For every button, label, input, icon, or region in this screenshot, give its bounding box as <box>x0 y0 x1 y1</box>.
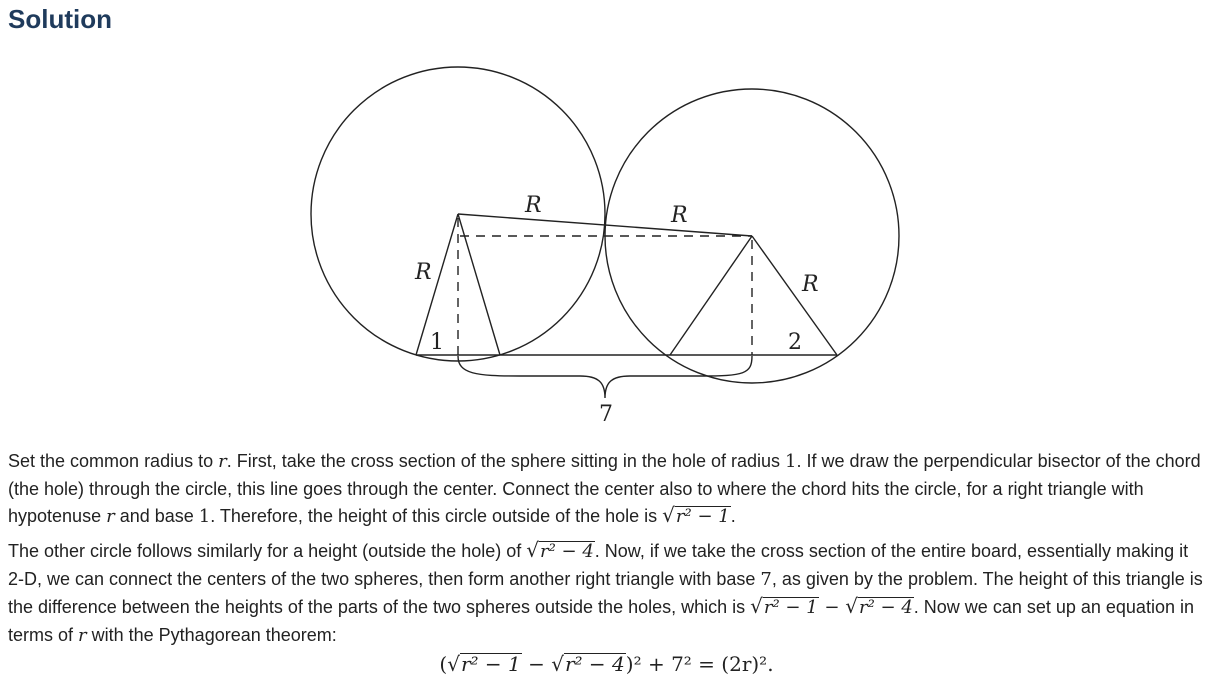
math-r: r <box>106 506 115 527</box>
equation-rest: )² + 7² = (2r)². <box>625 652 774 676</box>
sqrt-symbol: √ <box>845 594 858 618</box>
sqrt-radicand: r² − 1 <box>675 506 730 527</box>
math-r: r <box>218 451 227 472</box>
page-title: Solution <box>8 4 112 34</box>
label-hole-radius-2: 2 <box>788 330 802 355</box>
equation-minus: − <box>521 652 552 676</box>
paragraph-1-text-2: . First, take the cross section of the sphere sitting in the hole of radius <box>226 451 785 471</box>
math-one: 1 <box>785 451 797 472</box>
math-one: 1 <box>198 506 211 527</box>
label-radius-left: R <box>415 260 432 285</box>
sqrt-symbol: √ <box>750 594 763 618</box>
paragraph-2 <box>8 537 1208 649</box>
sqrt-expression <box>447 652 522 676</box>
left-triangle-side-b <box>458 214 500 355</box>
sqrt-expression <box>551 652 626 676</box>
sqrt-expression <box>526 537 595 566</box>
math-seven: 7 <box>760 568 772 590</box>
paragraph-1-text-6: . <box>730 506 736 526</box>
math-r: r <box>78 624 87 646</box>
sqrt-symbol: √ <box>551 652 564 676</box>
label-radius-top-right: R <box>671 203 688 228</box>
sqrt-radicand: r² − 4 <box>858 597 913 618</box>
paragraph-1-text-1: Set the common radius to <box>8 451 219 471</box>
pythagorean-equation <box>0 652 1213 676</box>
label-radius-right: R <box>802 272 819 297</box>
sqrt-expression <box>662 502 731 531</box>
paragraph-2-text-1: The other circle follows similarly for a height (outside the hole) of <box>8 541 527 561</box>
right-triangle-side-a <box>670 236 752 355</box>
sqrt-symbol: √ <box>447 652 460 676</box>
paragraph-2-text-3: , as given by the problem. The height of this triangle is the difference between the heights of the parts of the two spheres outside the holes, which is <box>8 568 1203 617</box>
sqrt-radicand: r² − 1 <box>763 597 818 618</box>
math-minus: − <box>818 597 846 618</box>
paragraph-1-text-3: . If we draw the perpendicular bisector of the chord (the hole) through the circle, this line goes through the center. Connect the center also to where the chord hits the circle, for a right triangle with hypotenuse <box>8 451 1201 526</box>
sqrt-symbol: √ <box>526 538 539 562</box>
distance-brace <box>458 356 752 398</box>
sqrt-symbol: √ <box>662 503 675 527</box>
paragraph-1 <box>8 448 1208 531</box>
paragraph-1-text-5: . Therefore, the height of this circle outside of the hole is <box>210 506 663 526</box>
label-distance-7: 7 <box>599 402 613 427</box>
sqrt-expression <box>750 593 819 622</box>
paragraph-2-text-4: . Now we can set up an equation in terms of <box>8 597 1194 645</box>
sqrt-radicand: r² − 4 <box>539 541 594 562</box>
label-radius-top-left: R <box>525 193 542 218</box>
sqrt-radicand: r² − 4 <box>565 652 625 676</box>
sqrt-radicand: r² − 1 <box>460 652 521 676</box>
paragraph-2-text-5: with the Pythagorean theorem: <box>86 624 337 645</box>
sqrt-expression <box>845 593 914 622</box>
paragraph-2-text-2: . Now, if we take the cross section of the entire board, essentially making it 2-D, we can connect the centers of the two spheres, then form another right triangle with base <box>8 541 1189 589</box>
paragraph-1-text-4: and base <box>114 506 199 526</box>
label-hole-radius-1: 1 <box>430 330 444 355</box>
equation-open-paren: ( <box>439 652 448 676</box>
